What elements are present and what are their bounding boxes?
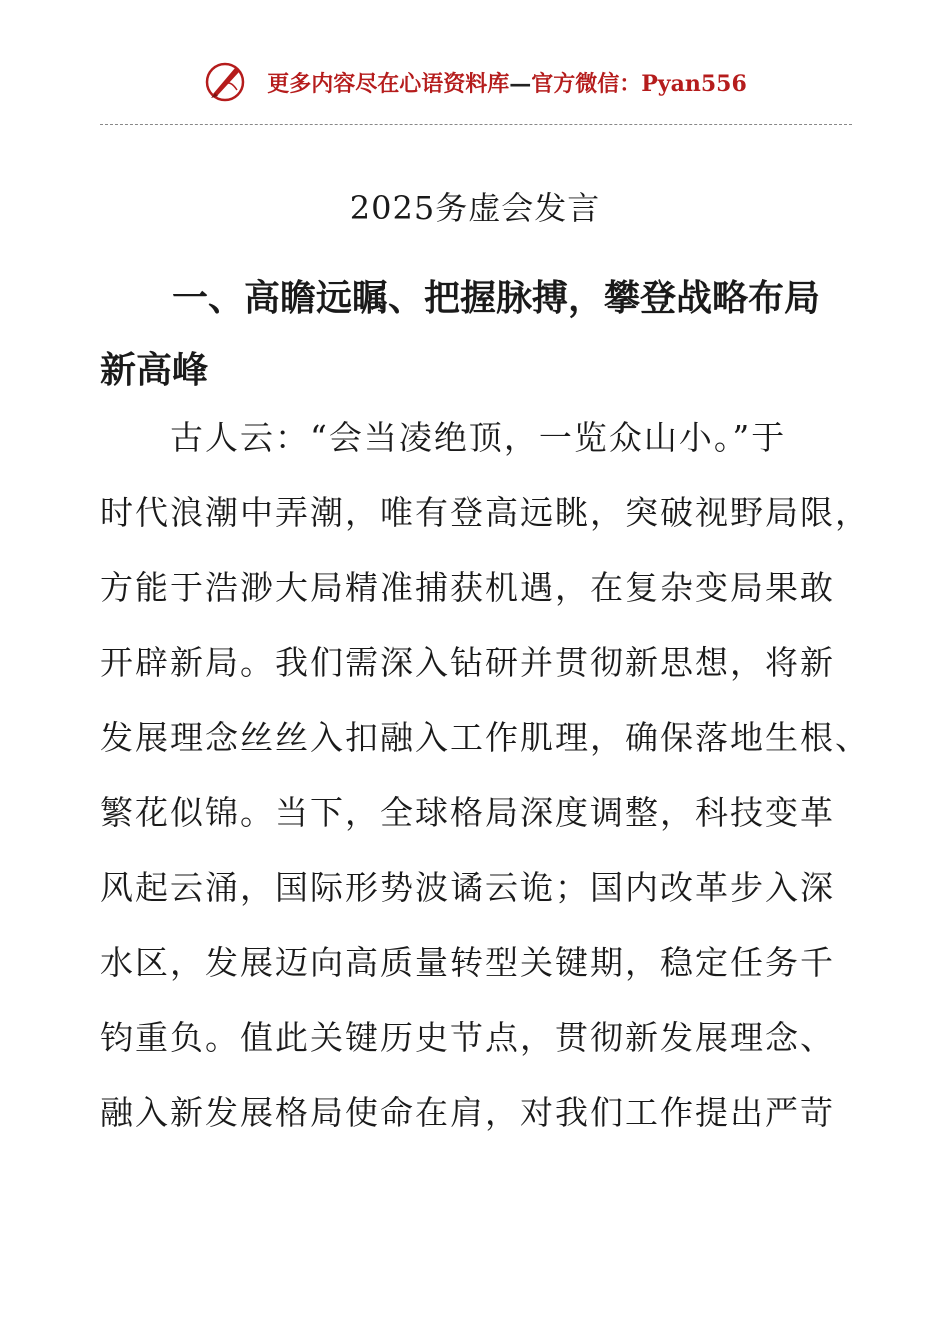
paragraph-line: 发展理念丝丝入扣融入工作肌理，确保落地生根、 xyxy=(100,718,870,757)
document-title: 2025务虚会发言 xyxy=(349,189,601,227)
header-divider xyxy=(100,124,852,125)
paragraph-line: 繁花似锦。当下，全球格局深度调整，科技变革 xyxy=(100,793,835,832)
brand-text: 更多内容尽在心语资料库 xyxy=(267,70,510,97)
paragraph-line: 时代浪潮中弄潮，唯有登高远眺，突破视野局限， xyxy=(100,493,870,532)
body-paragraph xyxy=(100,400,870,1150)
section-heading: 一、高瞻远瞩、把握脉搏，攀登战略布局新高峰 xyxy=(100,277,821,391)
quill-pen-logo-icon xyxy=(203,60,247,104)
page-header xyxy=(0,52,950,112)
header-banner xyxy=(267,67,747,98)
paragraph-line: 古人云：“会当凌绝顶，一览众山小。”于 xyxy=(170,418,787,457)
header-dash: — xyxy=(509,70,532,97)
paragraph-line: 钧重负。值此关键历史节点，贯彻新发展理念、 xyxy=(100,1018,835,1057)
paragraph-line: 水区，发展迈向高质量转型关键期，稳定任务千 xyxy=(100,943,835,982)
paragraph-line: 风起云涌，国际形势波谲云诡；国内改革步入深 xyxy=(100,868,835,907)
paragraph-line: 融入新发展格局使命在肩，对我们工作提出严苛 xyxy=(100,1093,835,1132)
wechat-text: 官方微信：Pyan556 xyxy=(531,70,747,97)
paragraph-line: 开辟新局。我们需深入钻研并贯彻新思想，将新 xyxy=(100,643,835,682)
paragraph-line: 方能于浩渺大局精准捕获机遇，在复杂变局果敢 xyxy=(100,568,835,607)
